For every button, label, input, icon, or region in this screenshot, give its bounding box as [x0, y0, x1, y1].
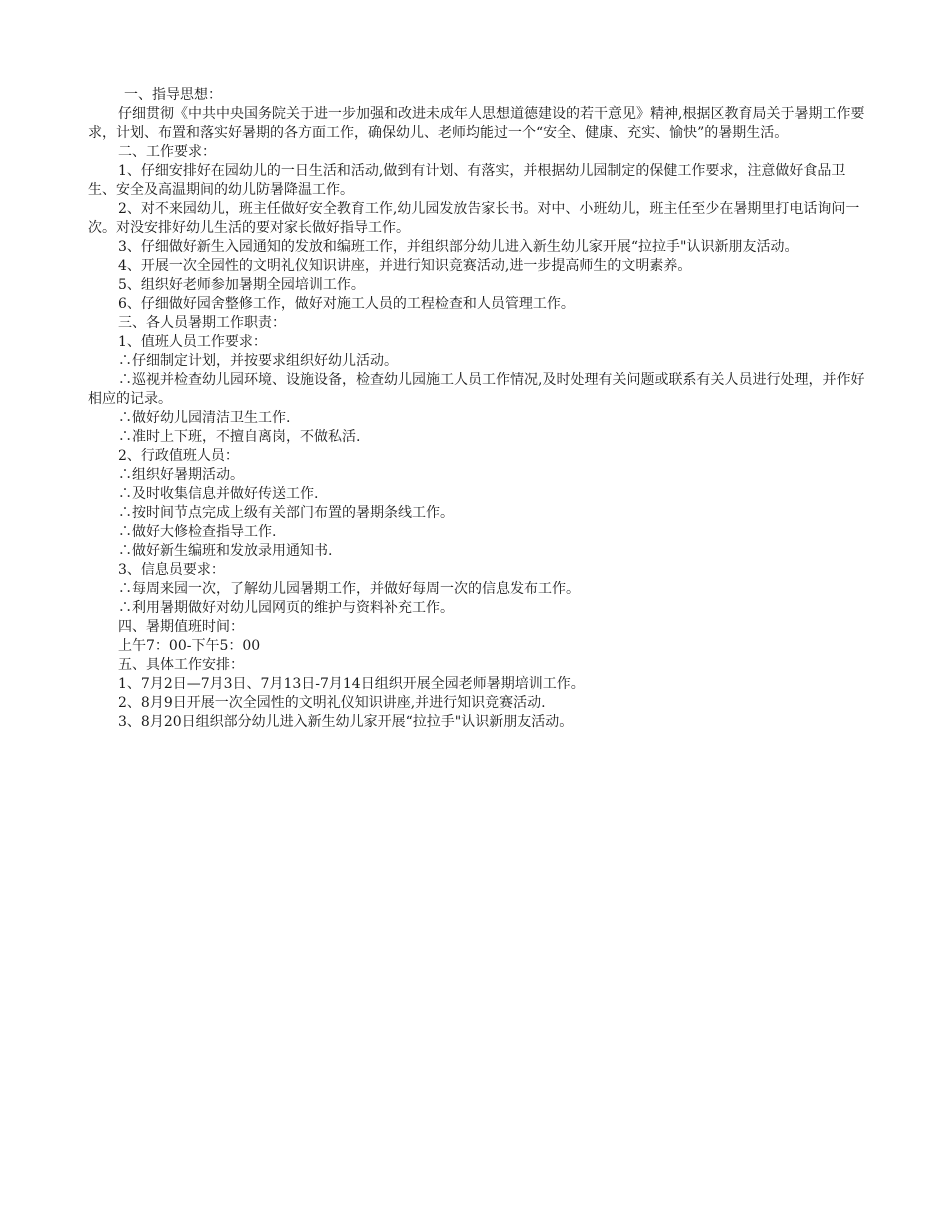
paragraph: 1、7月2日—7月3日、7月13日-7月14日组织开展全园老师暑期培训工作。 — [118, 676, 585, 692]
paragraph: 2、8月9日开展一次全园性的文明礼仪知识讲座,并进行知识竞赛活动. — [118, 695, 546, 711]
paragraph: 2、对不来园幼儿，班主任做好安全教育工作,幼儿园发放告家长书。对中、小班幼儿，班主任至少在暑期里打电话询问一次。对没安排好幼儿生活的要对家长做好指导工作。 — [88, 201, 860, 236]
paragraph: 3、仔细做好新生入园通知的发放和编班工作，并组织部分幼儿进入新生幼儿家开展“拉拉手"认识新朋友活动。 — [118, 239, 799, 255]
paragraph: 四、暑期值班时间： — [118, 619, 244, 635]
paragraph: 6、仔细做好园舍整修工作，做好对施工人员的工程检查和人员管理工作。 — [118, 296, 575, 312]
paragraph: 2、行政值班人员： — [118, 448, 239, 464]
paragraph: 二、工作要求： — [118, 144, 216, 160]
paragraph: 仔细贯彻《中共中央国务院关于进一步加强和改进未成年人思想道德建设的若干意见》精神,根据区教育局关于暑期工作要求，计划、布置和落实好暑期的各方面工作，确保幼儿、老师均能过一个“安全、健康、充实、愉快”的暑期生活。 — [88, 106, 865, 141]
paragraph: ∴准时上下班，不擅自离岗，不做私活. — [118, 429, 361, 445]
paragraph: 一、指导思想： — [124, 87, 222, 103]
paragraph: ∴巡视并检查幼儿园环境、设施设备，检查幼儿园施工人员工作情况,及时处理有关问题或联系有关人员进行处理，并作好相应的记录。 — [88, 372, 865, 407]
paragraph: ∴做好新生编班和发放录用通知书. — [118, 543, 333, 559]
paragraph: ∴仔细制定计划，并按要求组织好幼儿活动。 — [118, 353, 398, 369]
paragraph: 1、值班人员工作要求： — [118, 334, 267, 350]
paragraph: 4、开展一次全园性的文明礼仪知识讲座，并进行知识竞赛活动,进一步提高师生的文明素养。 — [118, 258, 692, 274]
paragraph: ∴及时收集信息并做好传送工作. — [118, 486, 319, 502]
paragraph: 5、组织好老师参加暑期全园培训工作。 — [118, 277, 365, 293]
paragraph: ∴做好大修检查指导工作. — [118, 524, 277, 540]
paragraph: 五、具体工作安排： — [118, 657, 244, 673]
paragraph: ∴按时间节点完成上级有关部门布置的暑期条线工作。 — [118, 505, 454, 521]
paragraph: ∴组织好暑期活动。 — [118, 467, 244, 483]
paragraph: 3、8月20日组织部分幼儿进入新生幼儿家开展“拉拉手"认识新朋友活动。 — [118, 714, 574, 730]
paragraph: 1、仔细安排好在园幼儿的一日生活和活动,做到有计划、有落实，并根据幼儿园制定的保健工作要求，注意做好食品卫生、安全及高温期间的幼儿防暑降温工作。 — [88, 163, 846, 198]
paragraph: ∴每周来园一次，了解幼儿园暑期工作，并做好每周一次的信息发布工作。 — [118, 581, 580, 597]
paragraph: 3、信息员要求： — [118, 562, 225, 578]
paragraph: ∴利用暑期做好对幼儿园网页的维护与资料补充工作。 — [118, 600, 454, 616]
paragraph: ∴做好幼儿园清洁卫生工作. — [118, 410, 291, 426]
paragraph: 三、各人员暑期工作职责： — [118, 315, 286, 331]
document-body — [88, 86, 866, 732]
paragraph: 上午7：00-下午5：00 — [118, 638, 261, 654]
